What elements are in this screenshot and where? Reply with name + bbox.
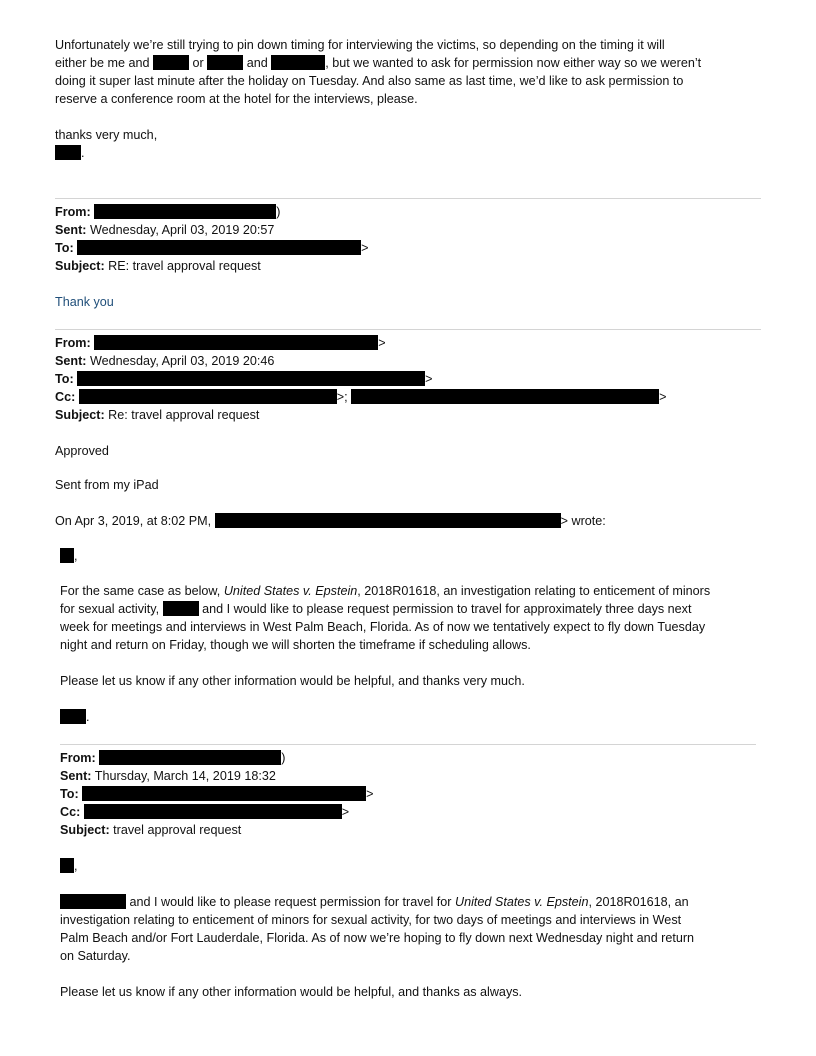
from-label: From: [60,751,96,765]
cc-label: Cc: [60,805,81,819]
subject-line [55,257,369,275]
to-line [55,370,667,388]
to-punct: > [366,787,374,801]
redaction-bar [94,204,276,219]
sent-line [55,352,667,370]
case-name: United States v. Epstein [455,895,589,909]
wrote-line [55,512,606,530]
wrote-text: On Apr 3, 2019, at 8:02 PM, [55,514,212,528]
cc-line [55,388,667,406]
intro-text: and [246,56,268,70]
from-line [60,749,374,767]
email-body [60,893,694,965]
redaction-bar [79,389,337,404]
redaction-bar [215,513,561,528]
quoted-paragraph [60,582,710,654]
redaction-bar [207,55,243,70]
from-punct: > [378,336,386,350]
cc-label: Cc: [55,390,76,404]
subject-value: travel approval request [109,823,242,837]
subject-line [55,406,667,424]
redaction-bar [163,601,199,616]
body-line: Palm Beach and/or Fort Lauderdale, Florida. As of now we’re hoping to fly down next Wednesday night and return [60,931,695,945]
email-body: Sent from my iPad [55,478,159,492]
redaction-bar [94,335,378,350]
sent-value: Wednesday, April 03, 2019 20:46 [86,354,275,368]
from-line [55,203,369,221]
subject-value: RE: travel approval request [104,259,261,273]
redaction-bar [77,371,425,386]
message-divider [55,198,761,199]
subject-label: Subject: [60,823,110,837]
quoted-closing: Please let us know if any other information would be helpful, and thanks very much. [60,674,525,688]
sent-line [55,221,369,239]
redaction-bar [271,55,325,70]
intro-closing [55,126,157,162]
sent-label: Sent: [55,223,87,237]
email-header [55,203,369,275]
redaction-bar [60,709,86,724]
email-header [55,334,667,424]
redaction-bar [84,804,342,819]
subject-label: Subject: [55,408,105,422]
to-label: To: [60,787,79,801]
cc-line [60,803,374,821]
quoted-line [60,582,710,600]
sent-label: Sent: [55,354,87,368]
to-line [60,785,374,803]
wrote-text: > wrote: [560,514,606,528]
intro-line: Unfortunately we’re still trying to pin down timing for interviewing the victims, so depending on the timing it will [55,38,665,52]
email-body: Approved [55,444,109,458]
redaction-bar [60,894,126,909]
intro-text: either be me and [55,56,150,70]
signature-punct: . [86,710,90,724]
redaction-bar [55,145,81,160]
sent-label: Sent: [60,769,92,783]
cc-punct: >; [336,390,348,404]
sent-value: Wednesday, April 03, 2019 20:57 [86,223,275,237]
redaction-bar [60,548,74,563]
case-name: United States v. Epstein [223,584,358,598]
from-label: From: [55,336,91,350]
email-body: Thank you [55,295,114,309]
quoted-text: , 2018R01618, an investigation relating to enticement of minors [357,584,711,598]
message-divider [55,329,761,330]
redaction-bar [77,240,361,255]
from-line [55,334,667,352]
from-label: From: [55,205,91,219]
closing-text: thanks very much, [55,128,158,142]
email-header [60,749,374,839]
from-punct: ) [276,205,281,219]
body-text: and I would like to please request permission for travel for [129,895,456,909]
redaction-bar [99,750,281,765]
greeting-line [60,547,78,565]
to-punct: > [361,241,369,255]
intro-paragraph [55,36,701,108]
subject-line [60,821,374,839]
sent-value: Thursday, March 14, 2019 18:32 [91,769,276,783]
subject-label: Subject: [55,259,105,273]
to-label: To: [55,241,74,255]
greeting-punct: , [74,549,78,563]
intro-line: doing it super last minute after the holiday on Tuesday. And also same as last time, we’d like to ask permission to [55,74,684,88]
sent-line [60,767,374,785]
signature-punct: . [81,146,85,160]
message-divider [60,744,756,745]
email-closing: Please let us know if any other information would be helpful, and thanks as always. [60,985,523,999]
quoted-text: and I would like to please request permission to travel for approximately three days next [202,602,692,616]
body-line: on Saturday. [60,949,131,963]
to-label: To: [55,372,74,386]
redaction-bar [153,55,189,70]
body-line [60,893,694,911]
intro-text: or [192,56,204,70]
to-punct: > [425,372,433,386]
greeting-punct: , [74,859,78,873]
to-line [55,239,369,257]
cc-punct: > [659,390,667,404]
redaction-bar [351,389,659,404]
cc-punct: > [341,805,350,819]
redaction-bar [60,858,74,873]
from-punct: ) [281,751,286,765]
intro-line [55,54,701,72]
quoted-line: week for meetings and interviews in West Palm Beach, Florida. As of now we tentatively expect to fly down Tuesday [60,620,706,634]
signature-line [55,144,157,162]
greeting-line [60,857,78,875]
intro-line: reserve a conference room at the hotel for the interviews, please. [55,92,418,106]
signature-line [60,708,90,726]
quoted-text: for sexual activity, [60,602,160,616]
intro-text: , but we wanted to ask for permission now either way so we weren’t [325,56,702,70]
quoted-text: For the same case as below, [60,584,224,598]
body-line: investigation relating to enticement of minors for sexual activity, for two days of meetings and interviews in West [60,913,682,927]
body-text: , 2018R01618, an [588,895,689,909]
subject-value: Re: travel approval request [104,408,260,422]
quoted-line [60,600,710,618]
redaction-bar [82,786,366,801]
quoted-line: night and return on Friday, though we will shorten the timeframe if scheduling allows. [60,638,531,652]
